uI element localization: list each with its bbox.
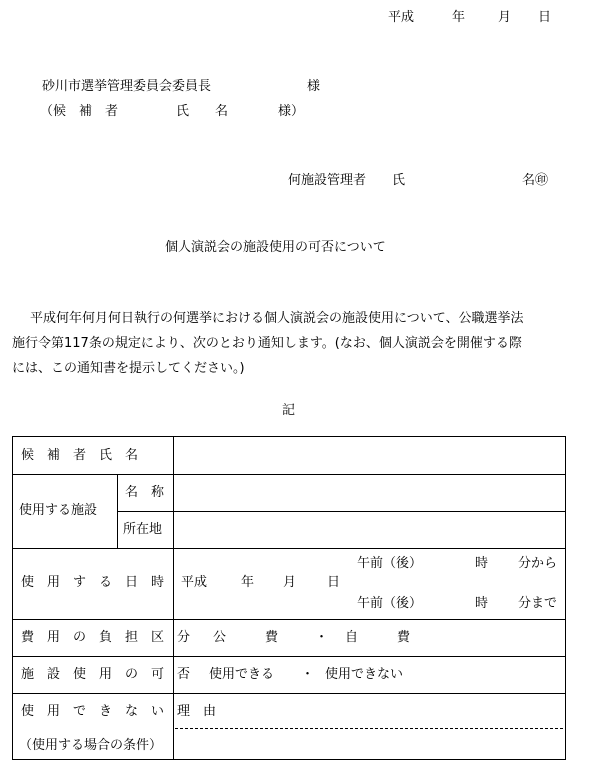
- date-era: 平成: [388, 10, 415, 25]
- usage-conditions-label: （使用する場合の条件）: [19, 738, 163, 753]
- usage-allowed-option: 使用できる: [209, 667, 275, 682]
- row-divider: [13, 656, 565, 657]
- notice-table: [12, 436, 566, 760]
- denial-reason-label: 使 用 で き な い 理 由: [21, 704, 217, 719]
- candidate-open: （候 補 者: [40, 104, 119, 119]
- usage-permission-label: 施 設 使 用 の 可 否: [21, 667, 191, 682]
- candidate-suffix: 様）: [278, 104, 305, 119]
- row-divider: [13, 693, 565, 694]
- start-hour: 時: [475, 556, 489, 571]
- addressee-suffix: 様: [307, 79, 321, 94]
- facility-name-label: 名 称: [125, 485, 165, 500]
- body-line-3: には、この通知書を提示してください。): [12, 361, 245, 376]
- facility-address-label: 所在地: [123, 522, 163, 537]
- usage-denied-option: 使用できない: [325, 667, 404, 682]
- column-divider: [117, 474, 118, 548]
- cost-burden-label: 費 用 の 負 担 区 分: [21, 630, 191, 645]
- row-divider: [117, 511, 565, 512]
- end-hour: 時: [475, 596, 489, 611]
- candidate-name-label: 候 補 者 氏 名: [21, 448, 139, 463]
- start-ampm: 午前（後）: [357, 556, 423, 571]
- facility-label: 使用する施設: [19, 503, 98, 518]
- body-line-2: 施行令第117条の規定により、次のとおり通知します。(なお、個人演説会を開催する際: [12, 336, 522, 351]
- ki-heading: 記: [282, 403, 296, 418]
- usage-datetime-label: 使 用 す る 日 時: [21, 575, 165, 590]
- usage-date-year: 年: [241, 575, 255, 590]
- row-divider: [13, 548, 565, 549]
- cost-self-option: 自 費: [345, 630, 411, 645]
- start-minute: 分から: [518, 556, 558, 571]
- permission-separator: ・: [301, 667, 315, 682]
- date-month: 月: [498, 10, 512, 25]
- cost-public-option: 公 費: [213, 630, 279, 645]
- dashed-divider: [175, 728, 563, 729]
- cost-separator: ・: [315, 630, 329, 645]
- end-minute: 分まで: [518, 596, 558, 611]
- sender-name-last-seal: 名㊞: [522, 173, 549, 188]
- addressee-name: 砂川市選挙管理委員会委員長: [42, 79, 212, 94]
- row-divider: [13, 474, 565, 475]
- body-line-1: 平成何年何月何日執行の何選挙における個人演説会の施設使用について、公職選挙法: [30, 311, 524, 326]
- date-day: 日: [538, 10, 552, 25]
- sender-name-first: 氏: [392, 173, 406, 188]
- usage-date-era: 平成: [181, 575, 208, 590]
- usage-date-day: 日: [327, 575, 341, 590]
- sender-title: 何施設管理者: [288, 173, 367, 188]
- row-divider: [13, 619, 565, 620]
- candidate-name-field: 氏 名: [176, 104, 229, 119]
- usage-date-month: 月: [283, 575, 297, 590]
- end-ampm: 午前（後）: [357, 596, 423, 611]
- date-year: 年: [452, 10, 466, 25]
- document-title: 個人演説会の施設使用の可否について: [165, 240, 386, 255]
